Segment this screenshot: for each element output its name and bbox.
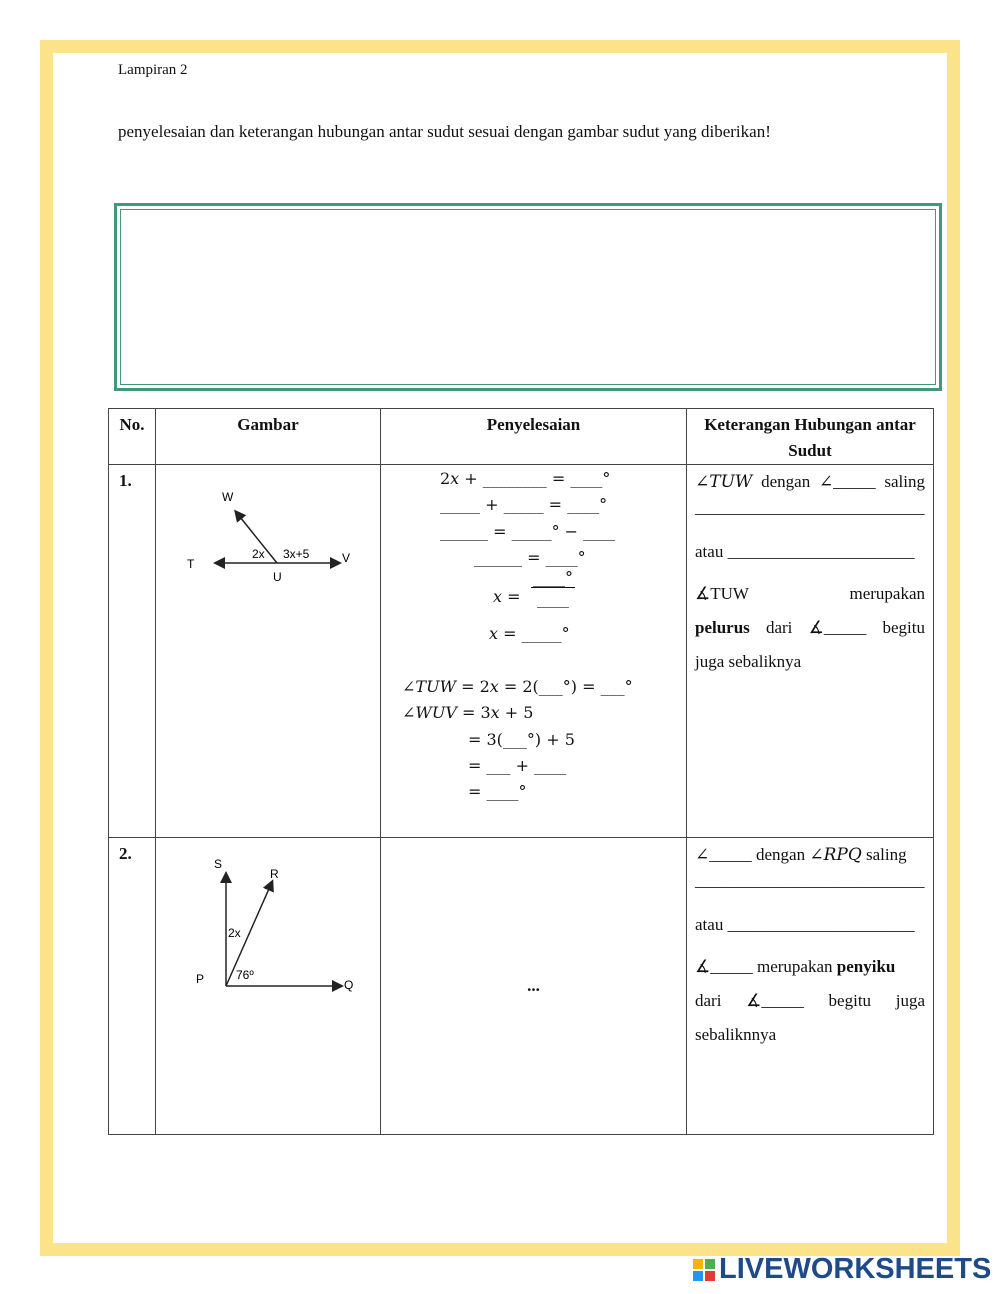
instruction-text: penyelesaian dan keterangan hubungan antar sudut sesuai dengan gambar sudut yang diberikan! — [118, 122, 771, 141]
label-u: U — [273, 570, 282, 584]
header-keterangan: Keterangan Hubungan antar Sudut — [687, 409, 934, 465]
logo-square-4 — [705, 1271, 715, 1281]
worksheet-table — [108, 408, 934, 1135]
label-t: T — [187, 557, 195, 571]
label-p: P — [196, 972, 205, 986]
logo-mark-icon — [693, 1259, 715, 1281]
keterangan-cell — [687, 465, 934, 838]
angle-label-2x: 2x — [252, 547, 265, 561]
header-no: No. — [109, 409, 156, 465]
figure-cell — [156, 465, 381, 838]
table-header-row — [109, 409, 934, 465]
angle-label-3x5: 3x+5 — [283, 547, 310, 561]
step-5-lhs: 𝑥 = — [493, 587, 521, 606]
instruction-box-inner — [120, 209, 936, 385]
ket-line-4: ∡TUW merupakan — [695, 584, 925, 603]
ket-line-4 — [695, 950, 925, 984]
row-number: 2. — [109, 838, 156, 1135]
ket-line-6: juga sebaliknya — [695, 652, 802, 671]
step-8: ∠𝑊𝑈𝑉 = 3𝑥 + 5 — [402, 703, 534, 722]
angle-label-2x: 2x — [228, 926, 241, 940]
solution-cell — [381, 465, 687, 838]
ket-bold-pelurus: pelurus — [695, 618, 750, 637]
step-9: = 3(___°) + 5 — [468, 730, 575, 749]
solution-steps — [381, 465, 686, 831]
ket-line-3: atau ______________________ — [695, 542, 915, 561]
label-r: R — [270, 867, 279, 881]
liveworksheets-logo — [693, 1253, 991, 1286]
step-3: ______ = _____° − ____ — [440, 522, 616, 541]
ket-line-4-pre: ∡_____ merupakan — [695, 957, 837, 976]
step-5-denominator: ____ — [537, 589, 569, 608]
ket-line-3: atau ______________________ — [695, 915, 915, 934]
ket-line-2: ___________________________ — [695, 498, 925, 517]
solution-cell: ... — [381, 838, 687, 1135]
step-6: 𝑥 = _____° — [489, 624, 570, 643]
step-5-numerator: ____° — [533, 568, 573, 587]
straight-angle-diagram — [156, 465, 381, 595]
step-1: 2𝑥 + ________ = ____° — [440, 469, 611, 488]
complementary-angle-diagram — [156, 838, 381, 998]
ket-bold-penyiku: penyiku — [836, 957, 896, 976]
ket-line-2: ___________________________ — [695, 871, 925, 890]
row-number: 1. — [109, 465, 156, 838]
step-4: ______ = ____° — [474, 548, 586, 567]
step-7: ∠𝑇𝑈𝑊 = 2𝑥 = 2(___°) = ___° — [402, 677, 633, 696]
table-row — [109, 465, 934, 838]
label-q: Q — [344, 978, 354, 992]
step-2: _____ + _____ = ____° — [440, 495, 608, 514]
ket-line-1: ∠_____ dengan ∠𝑅𝑃𝑄 saling — [695, 845, 907, 864]
figure-cell — [156, 838, 381, 1135]
keterangan-cell — [687, 838, 934, 1135]
step-11: = ____° — [468, 782, 527, 801]
logo-square-1 — [693, 1259, 703, 1269]
ket-line-5 — [695, 611, 925, 645]
ket-line-1: ∠𝑇𝑈𝑊 dengan ∠_____ saling — [695, 472, 925, 491]
logo-text: LIVEWORKSHEETS — [719, 1253, 992, 1285]
label-v: V — [342, 551, 351, 565]
angle-label-76: 76º — [236, 968, 254, 982]
logo-square-2 — [705, 1259, 715, 1269]
lampiran-label: Lampiran 2 — [118, 62, 188, 78]
ket-line-6: sebaliknnya — [695, 1025, 777, 1044]
header-penyelesaian: Penyelesaian — [381, 409, 687, 465]
logo-square-3 — [693, 1271, 703, 1281]
label-w: W — [222, 490, 234, 504]
step-10: = ___ + ____ — [468, 756, 567, 775]
ket-line-5: dari ∡_____ begitu juga — [695, 991, 925, 1010]
ket-line-5-rest: dari ∡_____ begitu — [749, 618, 925, 637]
label-s: S — [214, 857, 223, 871]
table-row — [109, 838, 934, 1135]
instruction-box — [114, 203, 942, 391]
header-gambar: Gambar — [156, 409, 381, 465]
